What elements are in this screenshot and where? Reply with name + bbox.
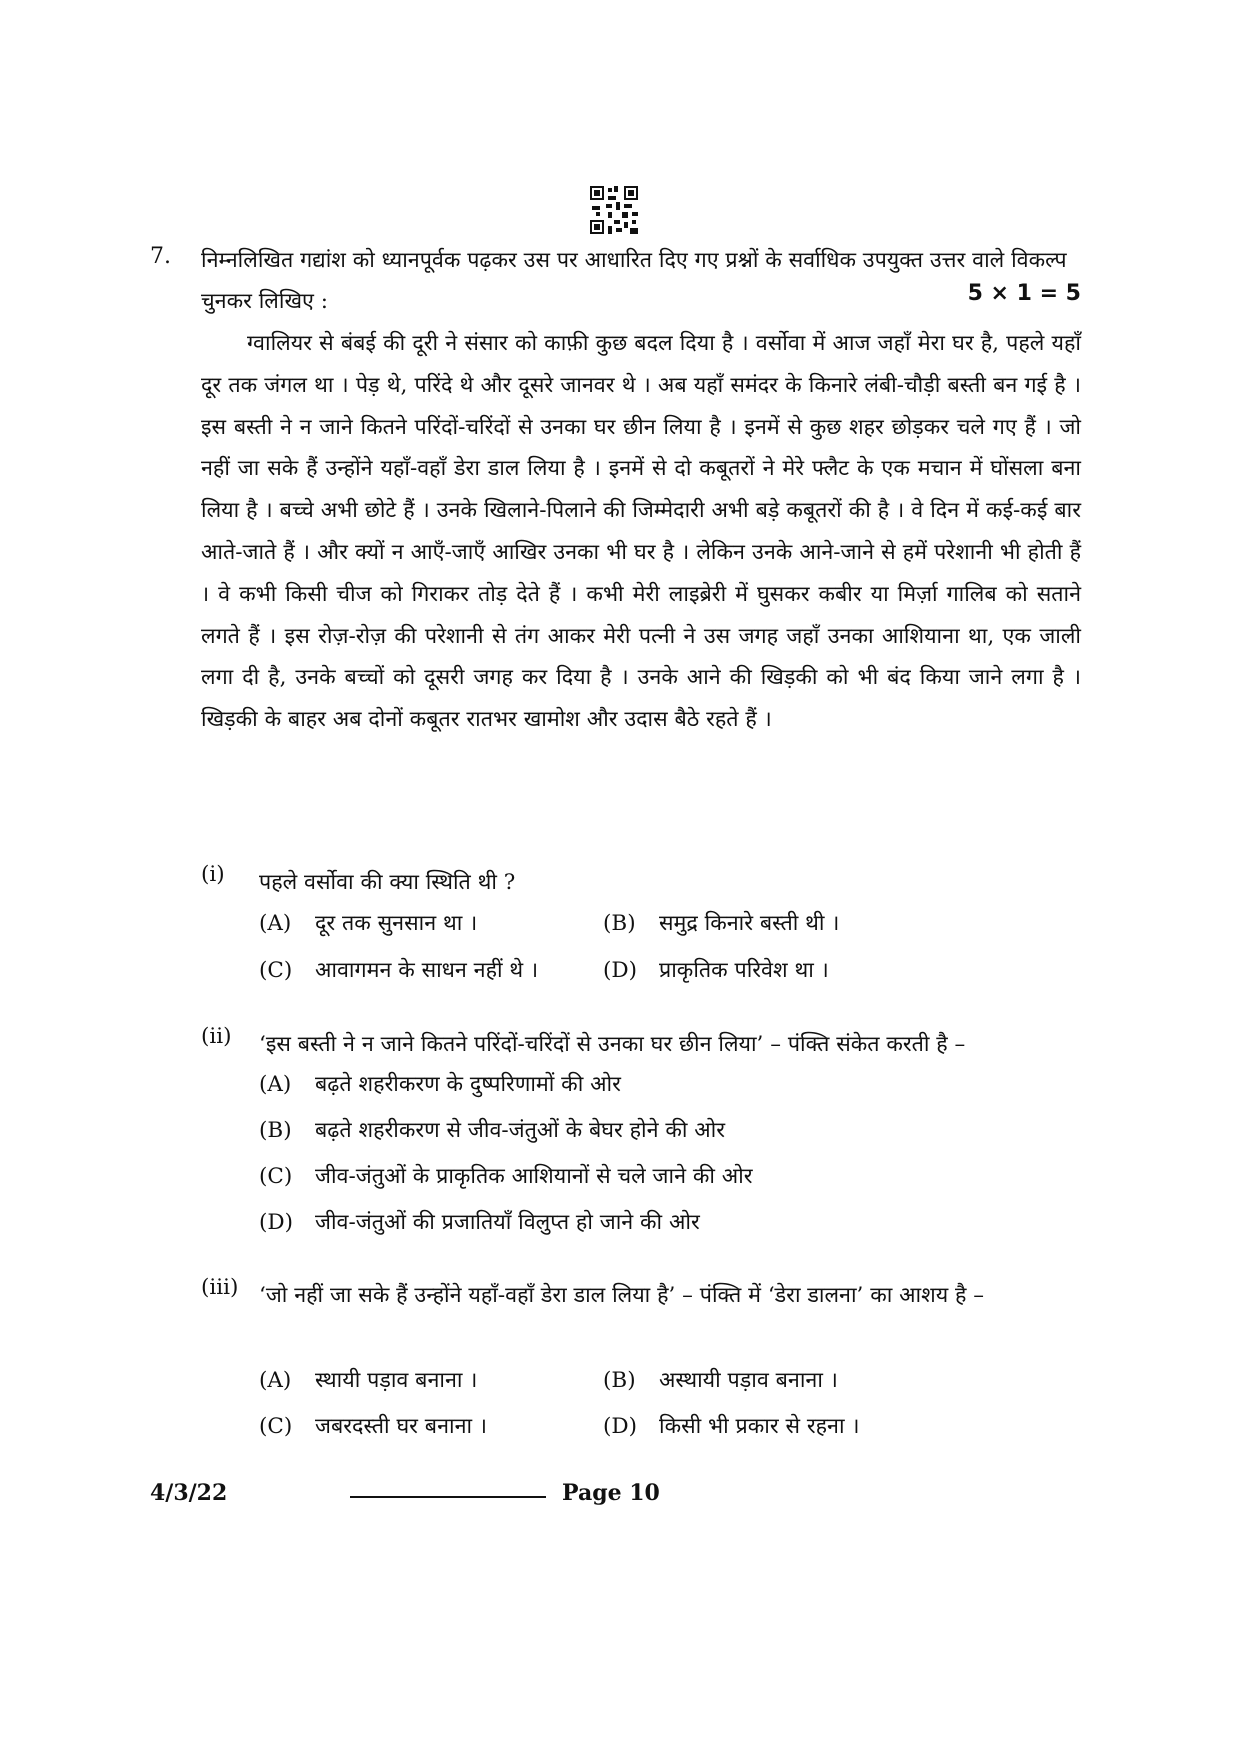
paper-code: 4/3/22	[150, 1480, 228, 1506]
option-a	[259, 908, 477, 937]
option-label: (B)	[259, 1118, 292, 1143]
option-d	[603, 1411, 860, 1440]
option-label: (B)	[603, 911, 636, 936]
page-number: Page 10	[562, 1480, 660, 1506]
option-label: (C)	[259, 958, 293, 983]
option-text: दूर तक सुनसान था ।	[315, 911, 478, 936]
option-text: स्थायी पड़ाव बनाना ।	[315, 1368, 478, 1393]
option-text: प्राकृतिक परिवेश था ।	[659, 958, 829, 983]
subquestion-number: (ii)	[201, 1024, 232, 1049]
option-label: (A)	[259, 911, 292, 936]
question-instruction: निम्नलिखित गद्यांश को ध्यानपूर्वक पढ़कर उस पर आधारित दिए गए प्रश्नों के सर्वाधिक उपयुक्त उत्तर वाले विकल्प चुनकर लिखिए :	[201, 248, 1067, 314]
option-text: अस्थायी पड़ाव बनाना ।	[659, 1368, 838, 1393]
option-c	[259, 955, 538, 984]
option-c	[259, 1161, 753, 1190]
option-d	[259, 1207, 700, 1236]
marks-allocation: 5 × 1 = 5	[967, 281, 1081, 306]
option-text: किसी भी प्रकार से रहना ।	[659, 1414, 860, 1439]
question-number: 7.	[150, 244, 171, 269]
subquestion-number: (iii)	[201, 1275, 239, 1300]
option-a	[259, 1069, 621, 1098]
option-label: (D)	[603, 958, 638, 983]
passage: ग्वालियर से बंबई की दूरी ने संसार को काफ़ी कुछ बदल दिया है । वर्सोवा में आज जहाँ मेरा घर है, पहले यहाँ दूर तक जंगल था । पेड़ थे, परिंदे थे और दूसरे जानवर थे । अब यहाँ समंदर के किनारे लंबी-चौड़ी बस्ती बन गई है । इस बस्ती ने न जाने कितने परिंदों-चरिंदों से उनका घर छीन लिया है । इनमें से कुछ शहर छोड़कर चले गए हैं । जो नहीं जा सके हैं उन्होंने यहाँ-वहाँ डेरा डाल लिया है । इनमें से दो कबूतरों ने मेरे फ्लैट के एक मचान में घोंसला बना लिया है । बच्चे अभी छोटे हैं । उनके खिलाने-पिलाने की जिम्मेदारी अभी बड़े कबूतरों की है । वे दिन में कई-कई बार आते-जाते हैं । और क्यों न आएँ-जाएँ आखिर उनका भी घर है । लेकिन उनके आने-जाने से हमें परेशानी भी होती हैं । वे कभी किसी चीज को गिराकर तोड़ देते हैं । कभी मेरी लाइब्रेरी में घुसकर कबीर या मिर्ज़ा गालिब को सताने लगते हैं । इस रोज़-रोज़ की परेशानी से तंग आकर मेरी पत्नी ने उस जगह जहाँ उनका आशियाना था, एक जाली लगा दी है, उनके बच्चों को दूसरी जगह कर दिया है । उनके आने की खिड़की को भी बंद किया जाने लगा है । खिड़की के बाहर अब दोनों कबूतर रातभर खामोश और उदास बैठे रहते हैं ।	[201, 331, 1081, 733]
option-text: जीव-जंतुओं की प्रजातियाँ विलुप्त हो जाने की ओर	[315, 1210, 700, 1235]
subquestion-text: ‘इस बस्ती ने न जाने कितने परिंदों-चरिंदों से उनका घर छीन लिया’ – पंक्ति संकेत करती है –	[259, 1032, 966, 1057]
option-c	[259, 1411, 487, 1440]
option-text: जबरदस्ती घर बनाना ।	[315, 1414, 488, 1439]
option-text: समुद्र किनारे बस्ती थी ।	[659, 911, 840, 936]
option-label: (A)	[259, 1368, 292, 1393]
option-b	[603, 1365, 838, 1394]
option-label: (A)	[259, 1072, 292, 1097]
option-label: (C)	[259, 1164, 293, 1189]
option-text: आवागमन के साधन नहीं थे ।	[315, 958, 539, 983]
subquestion-text: पहले वर्सोवा की क्या स्थिति थी ?	[259, 870, 516, 895]
option-label: (C)	[259, 1414, 293, 1439]
subquestion-text: ‘जो नहीं जा सके हैं उन्होंने यहाँ-वहाँ डेरा डाल लिया है’ – पंक्ति में ‘डेरा डालना’ का आशय है –	[259, 1283, 985, 1308]
option-b	[603, 908, 839, 937]
option-label: (D)	[603, 1414, 638, 1439]
subquestion-number: (i)	[201, 862, 225, 887]
option-label: (B)	[603, 1368, 636, 1393]
option-d	[603, 955, 829, 984]
footer-divider	[350, 1496, 546, 1498]
qr-code	[590, 186, 638, 234]
option-text: बढ़ते शहरीकरण के दुष्परिणामों की ओर	[315, 1072, 621, 1097]
option-b	[259, 1115, 725, 1144]
option-text: जीव-जंतुओं के प्राकृतिक आशियानों से चले जाने की ओर	[315, 1164, 753, 1189]
option-a	[259, 1365, 477, 1394]
option-label: (D)	[259, 1210, 294, 1235]
option-text: बढ़ते शहरीकरण से जीव-जंतुओं के बेघर होने की ओर	[315, 1118, 726, 1143]
